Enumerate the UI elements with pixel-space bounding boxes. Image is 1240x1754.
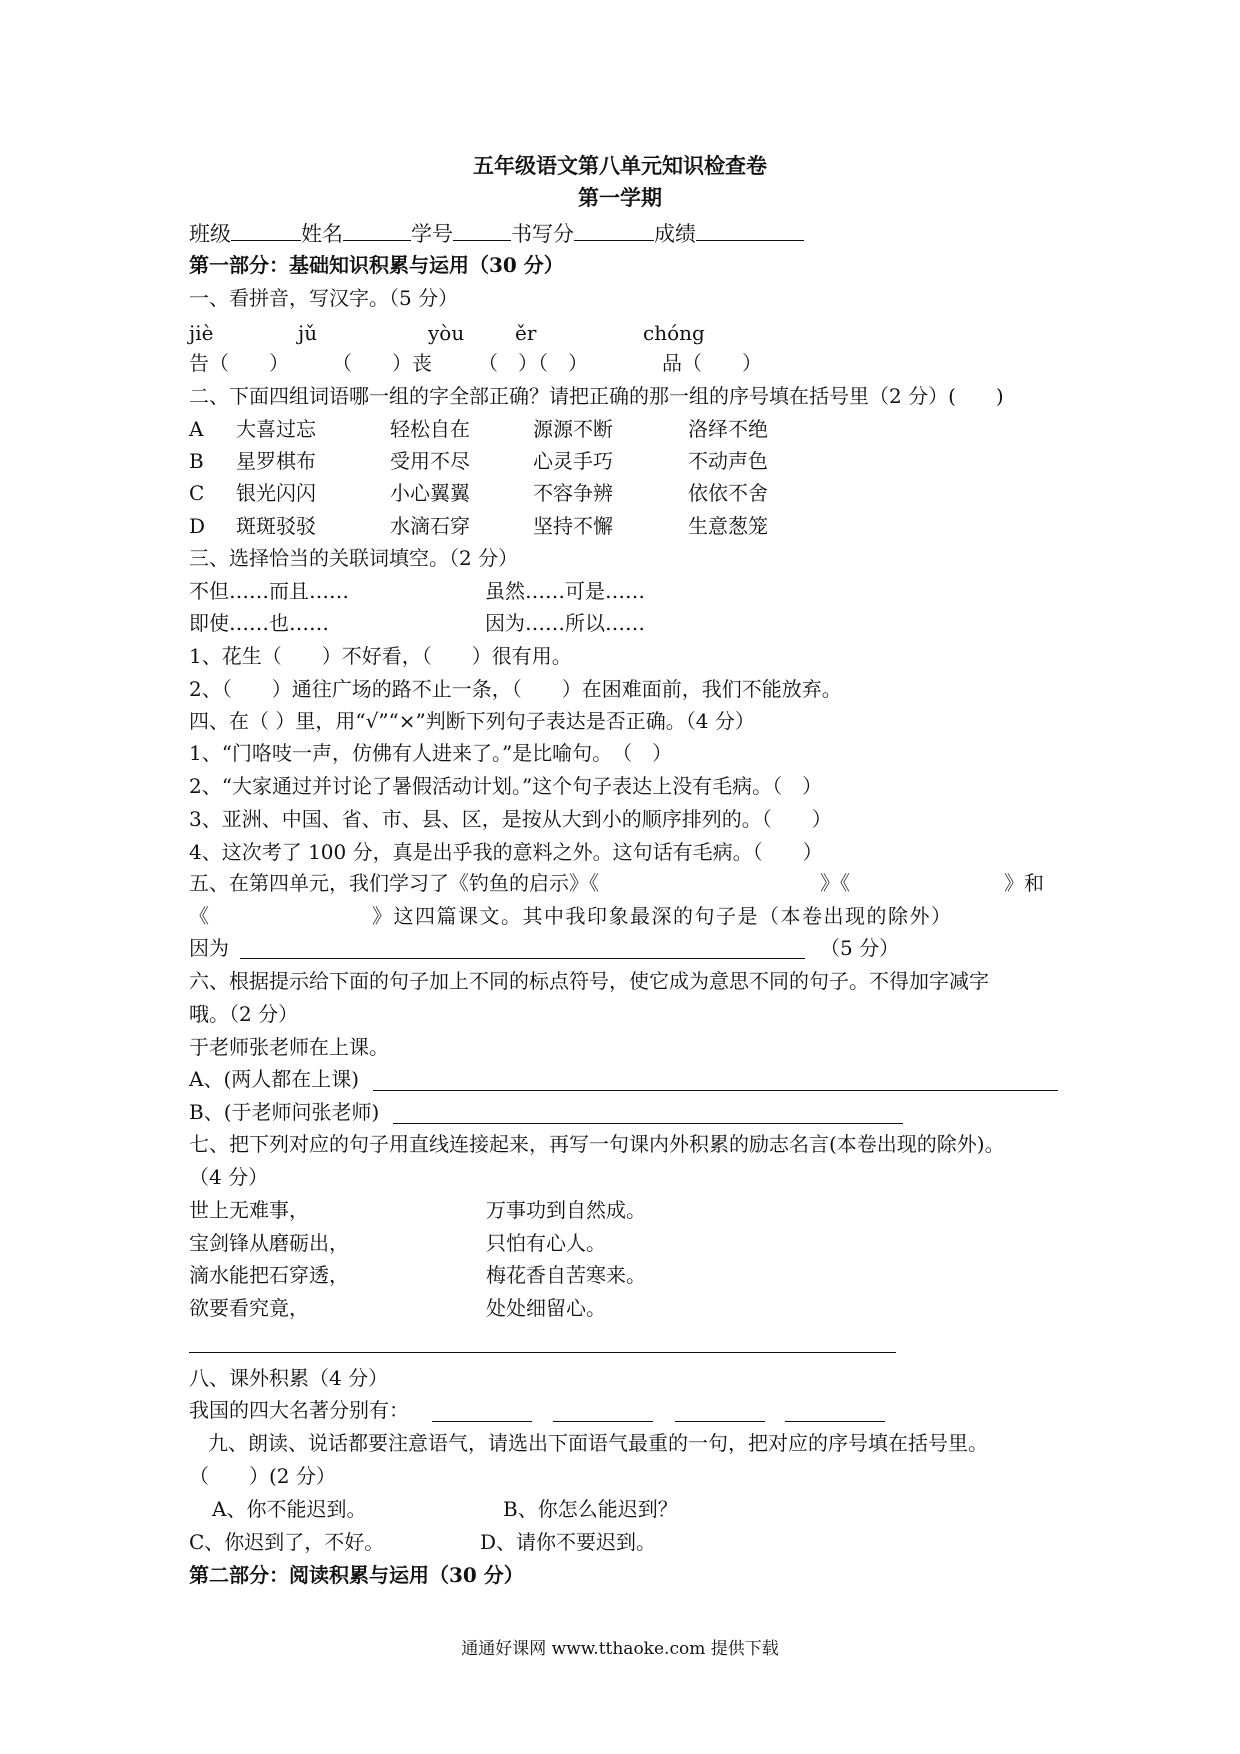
q1-char-2[interactable]: （ ）丧 xyxy=(332,351,432,375)
q2-row-d-word-1: 斑斑驳驳 xyxy=(236,514,316,538)
q3-option-2: 虽然……可是…… xyxy=(485,579,645,603)
q5-line1-c: 》和 xyxy=(1004,871,1044,895)
q2-row-d-word-3: 坚持不懈 xyxy=(533,514,613,538)
q7-right-2[interactable]: 只怕有心人。 xyxy=(486,1231,606,1255)
q6-a: A、(两人都在上课) xyxy=(189,1067,360,1091)
q8-book-blank-3[interactable] xyxy=(675,1421,765,1422)
q9-option-c: C、你迟到了，不好。 xyxy=(189,1530,385,1554)
q1-char-1[interactable]: 告（ ） xyxy=(189,351,289,375)
q4-item-4[interactable]: 4、这次考了 100 分，真是出乎我的意料之外。这句话有毛病。（ ） xyxy=(189,840,823,864)
q5-line1-b: 》《 xyxy=(820,871,850,895)
id-label: 学号 xyxy=(411,222,453,246)
q2-row-a-word-3: 源源不断 xyxy=(533,417,613,441)
q8-book-blank-2[interactable] xyxy=(553,1421,653,1422)
q2-row-d-word-2: 水滴石穿 xyxy=(390,514,470,538)
q3-item-1[interactable]: 1、花生（ ）不好看，（ ）很有用。 xyxy=(189,644,572,668)
q7-right-4[interactable]: 处处细留心。 xyxy=(486,1296,606,1320)
q5-line3-b: （5 分） xyxy=(820,936,900,960)
q7-heading-1: 七、把下列对应的句子用直线连接起来，再写一句课内外积累的励志名言(本卷出现的除外)。 xyxy=(189,1132,1005,1156)
q9-heading-2[interactable]: （ ）(2 分） xyxy=(189,1464,336,1488)
q2-row-d-word-4: 生意葱笼 xyxy=(688,514,768,538)
q2-row-c-word-1: 银光闪闪 xyxy=(236,481,316,505)
q3-heading: 三、选择恰当的关联词填空。（2 分） xyxy=(189,546,519,570)
q7-heading-2: （4 分） xyxy=(189,1165,269,1189)
score-label: 成绩 xyxy=(654,222,696,246)
q7-left-3[interactable]: 滴水能把石穿透， xyxy=(189,1263,349,1287)
q5-line3-a: 因为 xyxy=(189,936,229,960)
q3-option-1: 不但……而且…… xyxy=(189,579,349,603)
q9-heading-1: 九、朗读、说话都要注意语气，请选出下面语气最重的一句，把对应的序号填在括号里。 xyxy=(208,1431,988,1455)
q4-item-1[interactable]: 1、“门咯吱一声，仿佛有人进来了。”是比喻句。 （ ） xyxy=(189,741,673,765)
q6-a-answer-line[interactable] xyxy=(373,1090,1058,1091)
class-blank[interactable] xyxy=(231,220,301,241)
q7-left-2[interactable]: 宝剑锋从磨砺出， xyxy=(189,1231,349,1255)
exam-title: 五年级语文第八单元知识检查卷 xyxy=(473,153,767,178)
q7-left-4[interactable]: 欲要看究竟， xyxy=(189,1296,309,1320)
q6-b-answer-line[interactable] xyxy=(393,1123,903,1124)
writing-label: 书写分 xyxy=(511,222,574,246)
q4-item-2[interactable]: 2、“大家通过并讨论了暑假活动计划。”这个句子表达上没有毛病。（ ） xyxy=(189,774,823,798)
q2-row-c-word-3: 不容争辨 xyxy=(533,481,613,505)
q1-pinyin-3: yòu xyxy=(428,321,465,345)
q2-row-b-word-1: 星罗棋布 xyxy=(236,449,316,473)
q5-line2-b: 》这四篇课文。其中我印象最深的句子是（本卷出现的除外） xyxy=(372,904,953,928)
q1-char-3[interactable]: （ ）（ ） xyxy=(478,351,588,375)
q2-row-a-word-1: 大喜过忘 xyxy=(236,417,316,441)
q2-row-c-label: C xyxy=(189,481,205,505)
q4-item-3[interactable]: 3、亚洲、中国、省、市、县、区，是按从大到小的顺序排列的。（ ） xyxy=(189,807,832,831)
q6-heading-2: 哦。（2 分） xyxy=(189,1002,299,1026)
q2-row-c-word-4: 依依不舍 xyxy=(688,481,768,505)
class-label: 班级 xyxy=(189,222,231,246)
q9-option-a: A、你不能迟到。 xyxy=(212,1497,367,1521)
q2-row-b-word-3: 心灵手巧 xyxy=(533,449,613,473)
q8-heading: 八、课外积累（4 分） xyxy=(189,1366,389,1390)
q2-row-b-word-2: 受用不尽 xyxy=(390,449,470,473)
q5-answer-line[interactable] xyxy=(240,958,805,959)
q5-line2-a: 《 xyxy=(189,904,209,928)
page-footer: 通通好课网 www.tthaoke.com 提供下载 xyxy=(461,1639,779,1659)
part2-heading: 第二部分：阅读积累与运用（30 分） xyxy=(189,1563,524,1587)
q3-option-4: 因为……所以…… xyxy=(485,611,645,635)
q7-motto-answer-line[interactable] xyxy=(189,1352,896,1353)
q5-line1-a: 五、在第四单元，我们学习了《钓鱼的启示》《 xyxy=(189,871,599,895)
name-label: 姓名 xyxy=(301,222,343,246)
exam-subtitle: 第一学期 xyxy=(578,185,662,210)
q8-book-blank-1[interactable] xyxy=(432,1421,532,1422)
q1-char-4[interactable]: 品（ ） xyxy=(662,351,762,375)
q2-row-a-label: A xyxy=(189,417,204,441)
q6-sentence: 于老师张老师在上课。 xyxy=(189,1035,389,1059)
part1-heading: 第一部分：基础知识积累与运用（30 分） xyxy=(189,253,564,277)
q2-row-a-word-2: 轻松自在 xyxy=(390,417,470,441)
q9-option-d: D、请你不要迟到。 xyxy=(480,1530,657,1554)
q2-row-d-label: D xyxy=(189,514,206,538)
q3-option-3: 即使……也…… xyxy=(189,611,329,635)
q2-row-b-word-4: 不动声色 xyxy=(688,449,768,473)
q1-pinyin-4: ěr xyxy=(515,321,537,345)
q2-row-b-label: B xyxy=(189,449,204,473)
score-blank[interactable] xyxy=(696,220,804,241)
q8-line: 我国的四大名著分别有： xyxy=(189,1398,409,1422)
id-blank[interactable] xyxy=(453,220,511,241)
student-info-line xyxy=(189,220,804,247)
q6-b: B、(于老师问张老师) xyxy=(189,1100,380,1124)
q7-right-3[interactable]: 梅花香自苦寒来。 xyxy=(486,1263,646,1287)
q2-heading: 二、下面四组词语哪一组的字全部正确？请把正确的那一组的序号填在括号里（2 分）( ) xyxy=(189,384,1004,408)
name-blank[interactable] xyxy=(343,220,411,241)
q2-row-a-word-4: 洛绎不绝 xyxy=(688,417,768,441)
q7-left-1[interactable]: 世上无难事， xyxy=(189,1198,309,1222)
q7-right-1[interactable]: 万事功到自然成。 xyxy=(486,1198,646,1222)
q8-book-blank-4[interactable] xyxy=(785,1421,885,1422)
q1-pinyin-1: jiè xyxy=(189,321,214,345)
q4-heading: 四、在（ ）里，用“√”“×”判断下列句子表达是否正确。（4 分） xyxy=(189,709,755,733)
q9-option-b: B、你怎么能迟到？ xyxy=(503,1497,678,1521)
q2-row-c-word-2: 小心翼翼 xyxy=(390,481,470,505)
q6-heading-1: 六、根据提示给下面的句子加上不同的标点符号，使它成为意思不同的句子。不得加字减字 xyxy=(189,969,989,993)
q1-pinyin-2: jǔ xyxy=(298,321,318,345)
q1-heading: 一、看拼音，写汉字。（5 分） xyxy=(189,286,459,310)
q3-item-2[interactable]: 2、（ ）通往广场的路不止一条，（ ）在困难面前，我们不能放弃。 xyxy=(189,677,842,701)
q1-pinyin-5: chóng xyxy=(643,321,705,345)
writing-blank[interactable] xyxy=(574,220,654,241)
